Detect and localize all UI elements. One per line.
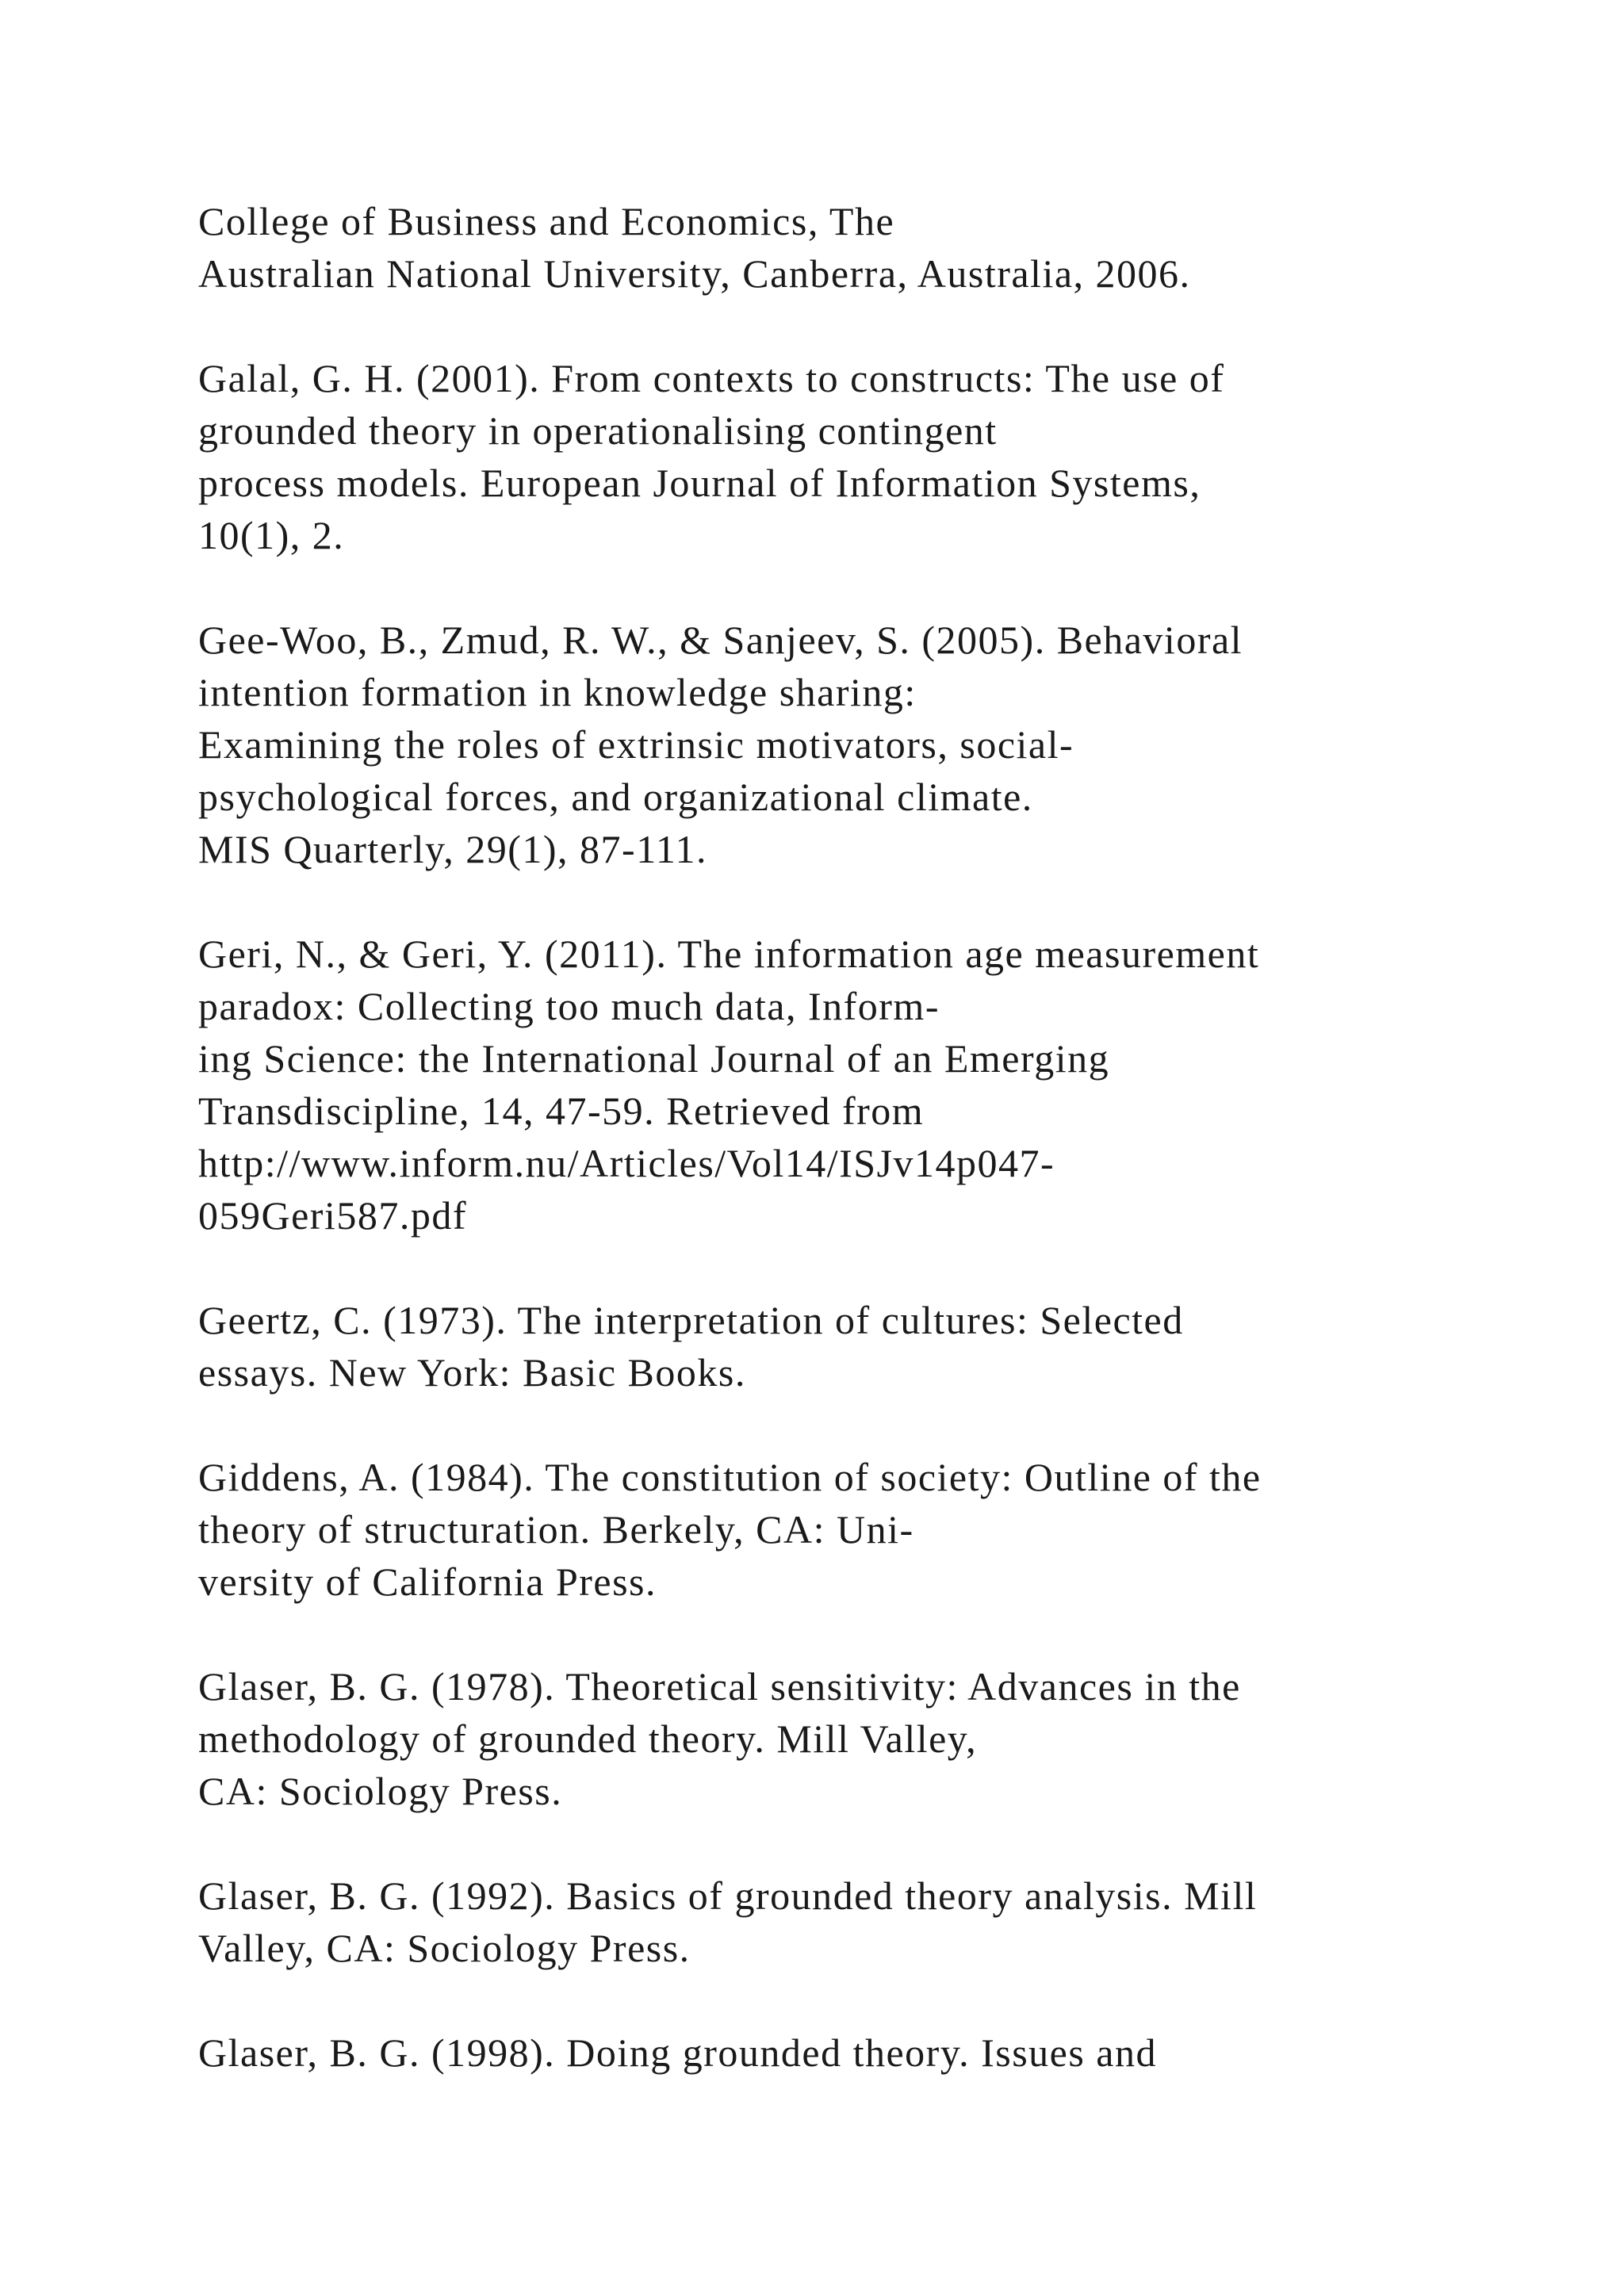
reference-line: Geertz, C. (1973). The interpretation of cultures: Selected: [198, 1298, 1184, 1342]
reference-url-line: 059Geri587.pdf: [198, 1193, 467, 1238]
reference-line: Glaser, B. G. (1998). Doing grounded theory. Issues and: [198, 2030, 1157, 2075]
reference-line: 10(1), 2.: [198, 513, 345, 557]
reference-entry: [198, 1294, 1546, 1399]
reference-line: Glaser, B. G. (1992). Basics of grounded theory analysis. Mill: [198, 1873, 1258, 1918]
reference-line: essays. New York: Basic Books.: [198, 1350, 746, 1395]
reference-entry: [198, 1869, 1546, 1974]
reference-entry: [198, 352, 1546, 561]
reference-line: College of Business and Economics, The: [198, 199, 895, 243]
reference-line: Geri, N., & Geri, Y. (2011). The information age measurement: [198, 932, 1260, 976]
reference-line: methodology of grounded theory. Mill Valley,: [198, 1716, 978, 1761]
reference-line: ing Science: the International Journal of an Emerging: [198, 1036, 1110, 1081]
reference-entry: [198, 2026, 1546, 2079]
reference-line: theory of structuration. Berkely, CA: Uni-: [198, 1507, 914, 1552]
reference-line: Valley, CA: Sociology Press.: [198, 1926, 691, 1970]
reference-entry: [198, 1660, 1546, 1817]
reference-line: Gee-Woo, B., Zmud, R. W., & Sanjeev, S. (2005). Behavioral: [198, 618, 1243, 662]
reference-line: MIS Quarterly, 29(1), 87-111.: [198, 827, 707, 871]
reference-line: intention formation in knowledge sharing:: [198, 670, 917, 714]
reference-line: Transdiscipline, 14, 47-59. Retrieved from: [198, 1089, 925, 1133]
reference-line: Glaser, B. G. (1978). Theoretical sensitivity: Advances in the: [198, 1664, 1241, 1709]
reference-entry: [198, 195, 1546, 300]
reference-line: process models. European Journal of Information Systems,: [198, 461, 1201, 505]
reference-url-line: http://www.inform.nu/Articles/Vol14/ISJv14p047-: [198, 1141, 1055, 1185]
reference-entry: [198, 614, 1546, 875]
reference-line: Australian National University, Canberra, Australia, 2006.: [198, 251, 1191, 296]
reference-line: Giddens, A. (1984). The constitution of society: Outline of the: [198, 1455, 1262, 1499]
reference-line: Galal, G. H. (2001). From contexts to constructs: The use of: [198, 356, 1225, 400]
reference-line: versity of California Press.: [198, 1559, 657, 1604]
reference-line: Examining the roles of extrinsic motivators, social-: [198, 722, 1074, 767]
reference-line: paradox: Collecting too much data, Inform-: [198, 984, 940, 1028]
reference-line: psychological forces, and organizational climate.: [198, 775, 1033, 819]
reference-list: [198, 195, 1546, 2131]
reference-line: grounded theory in operationalising contingent: [198, 408, 998, 453]
reference-entry: [198, 1451, 1546, 1608]
reference-entry: [198, 928, 1546, 1242]
reference-line: CA: Sociology Press.: [198, 1769, 563, 1813]
